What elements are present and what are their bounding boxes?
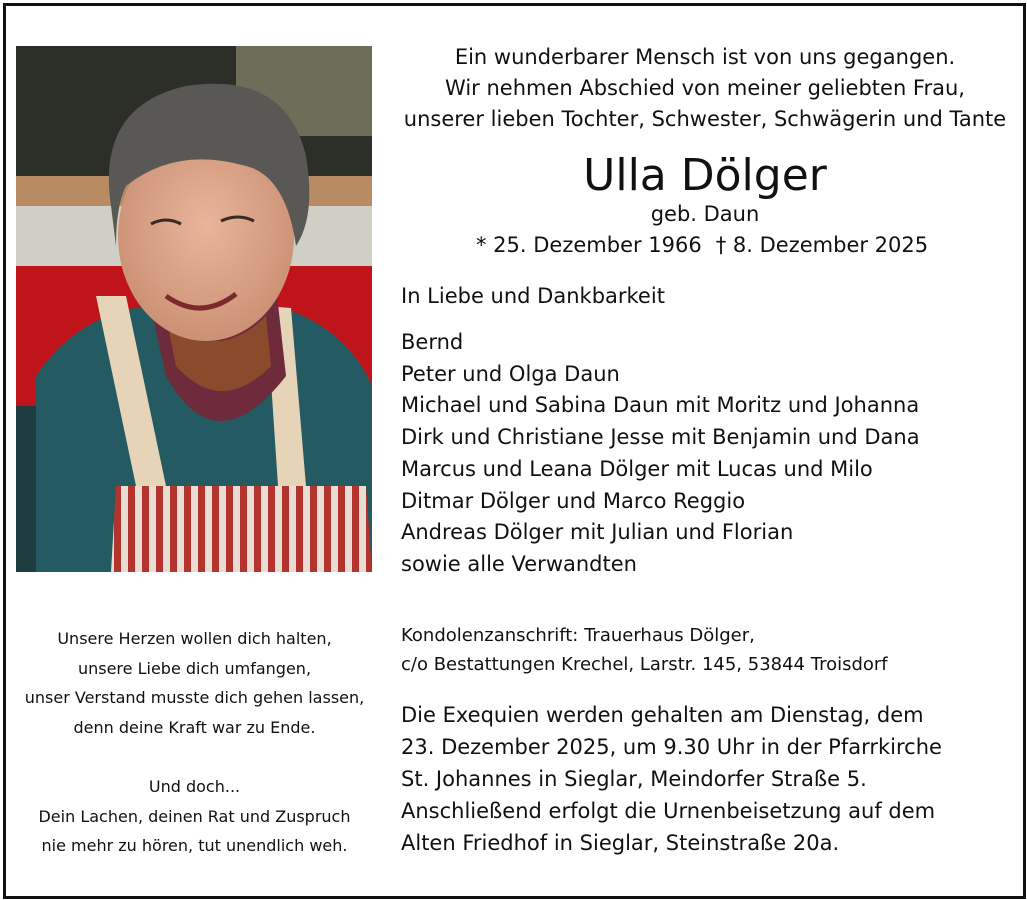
funeral-line: 23. Dezember 2025, um 9.30 Uhr in der Pfarrkirche (401, 735, 942, 759)
family-member: sowie alle Verwandten (401, 551, 637, 576)
intro-line: Ein wunderbarer Mensch ist von uns gegangen. (454, 45, 956, 69)
intro-line: Wir nehmen Abschied von meiner geliebten Frau, (445, 76, 965, 100)
birth-name: geb. Daun (650, 202, 760, 226)
family-member: Andreas Dölger mit Julian und Florian (401, 520, 794, 545)
poem-line: unsere Liebe dich umfangen, (77, 658, 312, 678)
funeral-line: St. Johannes in Sieglar, Meindorfer Straße 5. (401, 767, 867, 791)
intro-text (390, 42, 1020, 135)
family-list (401, 327, 920, 581)
death-date: † 8. Dezember 2025 (715, 233, 929, 257)
funeral-line: Alten Friedhof in Sieglar, Steinstraße 20a. (401, 831, 840, 855)
deceased-name: Ulla Dölger (583, 150, 827, 201)
family-member: Ditmar Dölger und Marco Reggio (401, 488, 746, 513)
funeral-line: Anschließend erfolgt die Urnenbeisetzung auf dem (401, 799, 936, 823)
poem-line: Unsere Herzen wollen dich halten, (57, 629, 332, 648)
poem-line: Und doch... (148, 777, 241, 796)
birth-date: * 25. Dezember 1966 (476, 233, 702, 257)
funeral-line: Die Exequien werden gehalten am Dienstag, dem (401, 703, 924, 727)
condolence-line: Kondolenzanschrift: Trauerhaus Dölger, (401, 625, 755, 646)
poem-line: nie mehr zu hören, tut unendlich weh. (41, 836, 348, 855)
poem-line: unser Verstand musste dich gehen lassen, (24, 688, 365, 707)
love-line: In Liebe und Dankbarkeit (401, 284, 665, 308)
condolence-address (401, 621, 888, 679)
condolence-line: c/o Bestattungen Krechel, Larstr. 145, 53844 Troisdorf (401, 654, 888, 675)
family-member: Dirk und Christiane Jesse mit Benjamin und Dana (401, 425, 920, 450)
poem-line: denn deine Kraft war zu Ende. (73, 717, 316, 737)
poem-line: Dein Lachen, deinen Rat und Zuspruch (38, 806, 351, 826)
life-dates (476, 230, 928, 260)
family-member: Michael und Sabina Daun mit Moritz und Johanna (401, 393, 920, 418)
poem (8, 624, 381, 861)
family-member: Marcus und Leana Dölger mit Lucas und Milo (401, 456, 873, 481)
family-member: Bernd (401, 330, 464, 354)
intro-line: unserer lieben Tochter, Schwester, Schwägerin und Tante (403, 107, 1007, 131)
funeral-details (401, 699, 1001, 859)
family-member: Peter und Olga Daun (401, 361, 620, 386)
portrait-photo (16, 46, 372, 572)
